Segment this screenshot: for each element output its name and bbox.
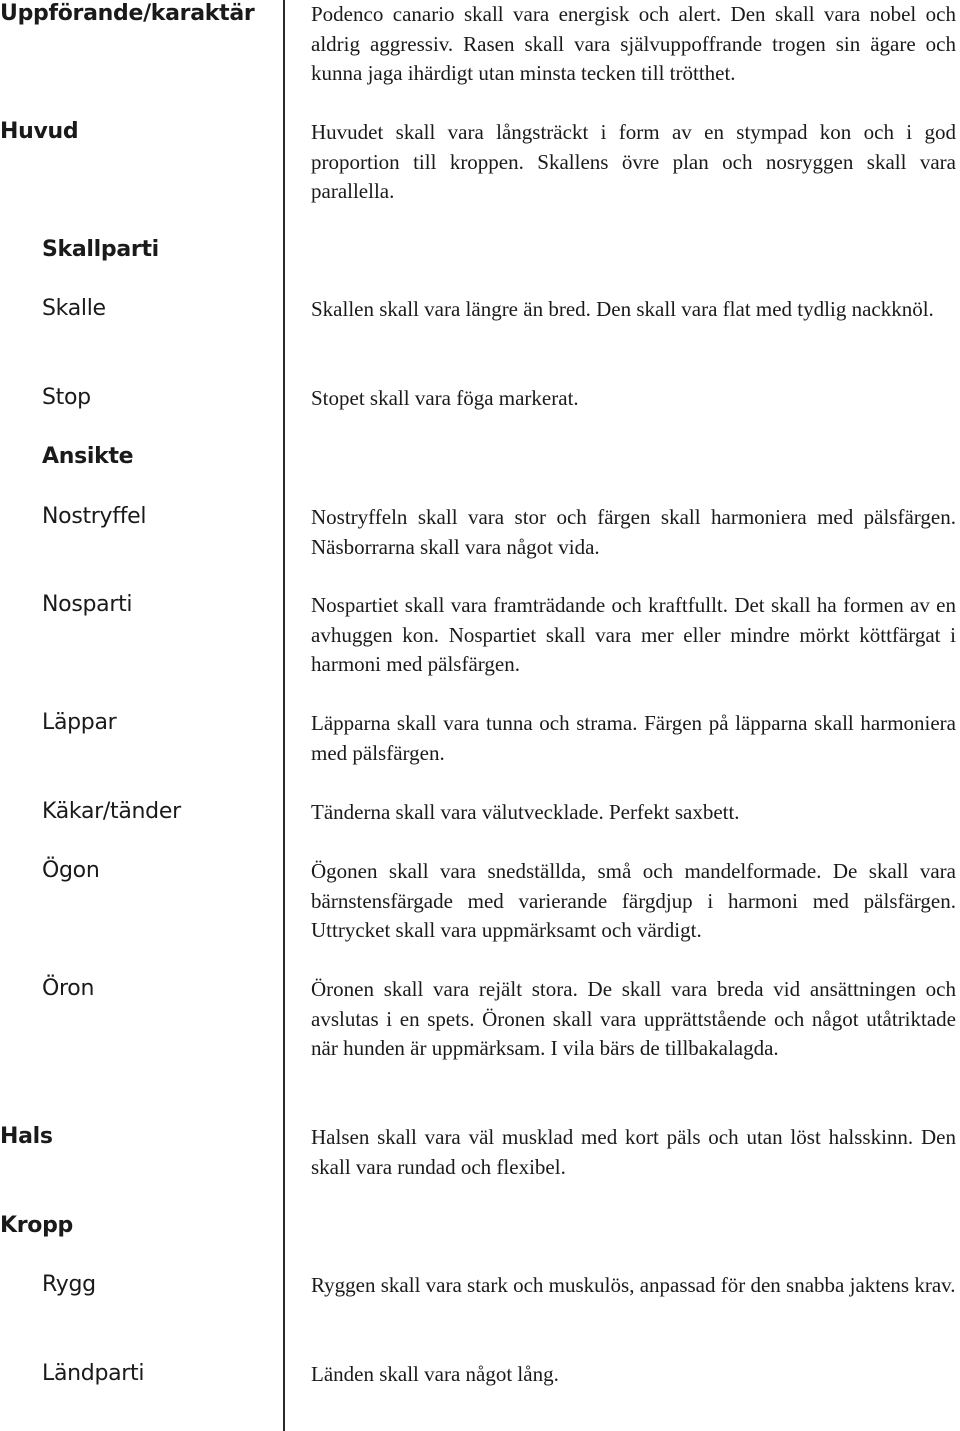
text-nostryffel: Nostryffeln skall vara stor och färgen skall harmoniera med pälsfärgen. Näsborrarna skall vara något vida. (311, 505, 956, 559)
text-huvud: Huvudet skall vara långsträckt i form av en stympad kon och i god proportion till kroppen. Skallens övre plan och nosryggen skall vara parallella. (311, 120, 956, 203)
label-oron: Öron (42, 976, 95, 1001)
label-uppforande: Uppförande/karaktär (0, 1, 255, 26)
label-kropp: Kropp (0, 1213, 74, 1238)
label-ogon: Ögon (42, 858, 100, 883)
label-nostryffel: Nostryffel (42, 504, 147, 529)
text-hals: Halsen skall vara väl musklad med kort päls och utan löst halsskinn. Den skall vara rundad och flexibel. (311, 1125, 956, 1179)
column-divider (283, 0, 285, 1431)
label-lappar: Läppar (42, 710, 117, 735)
label-nosparti: Nosparti (42, 592, 133, 617)
text-stop: Stopet skall vara föga markerat. (311, 386, 579, 410)
label-skalle: Skalle (42, 296, 106, 321)
text-landparti: Länden skall vara något lång. (311, 1362, 559, 1386)
text-uppforande: Podenco canario skall vara energisk och alert. Den skall vara nobel och aldrig aggressiv. Rasen skall vara självuppoffrande trogen sin ägare och kunna jaga ihärdigt utan minsta tecken till trötthet. (311, 2, 956, 85)
label-landparti: Ländparti (42, 1361, 145, 1386)
text-ogon: Ögonen skall vara snedställda, små och mandelformade. De skall vara bärnstensfärgade med varierande färgdjup i harmoni med pälsfärgen. Uttrycket skall vara uppmärksamt och värdigt. (311, 859, 956, 942)
label-kakar: Käkar/tänder (42, 799, 181, 824)
label-rygg: Rygg (42, 1272, 96, 1297)
text-oron: Öronen skall vara rejält stora. De skall vara breda vid ansättningen och avslutas i en spets. Öronen skall vara upprättstående och något utåtriktade när hunden är uppmärksam. I vila bärs de tillbakalagda. (311, 977, 956, 1060)
text-skalle: Skallen skall vara längre än bred. Den skall vara flat med tydlig nackknöl. (311, 297, 934, 321)
text-rygg: Ryggen skall vara stark och muskulös, anpassad för den snabba jaktens krav. (311, 1273, 956, 1297)
label-skallparti: Skallparti (42, 237, 159, 262)
text-kakar: Tänderna skall vara välutvecklade. Perfekt saxbett. (311, 800, 740, 824)
label-huvud: Huvud (0, 119, 79, 144)
text-lappar: Läpparna skall vara tunna och strama. Färgen på läpparna skall harmoniera med pälsfärgen. (311, 711, 956, 765)
label-stop: Stop (42, 385, 91, 410)
label-ansikte: Ansikte (42, 444, 134, 469)
text-nosparti: Nospartiet skall vara framträdande och kraftfullt. Det skall ha formen av en avhuggen kon. Nospartiet skall vara mer eller mindre mörkt köttfärgat i harmoni med pälsfärgen. (311, 593, 956, 676)
label-hals: Hals (0, 1124, 53, 1149)
